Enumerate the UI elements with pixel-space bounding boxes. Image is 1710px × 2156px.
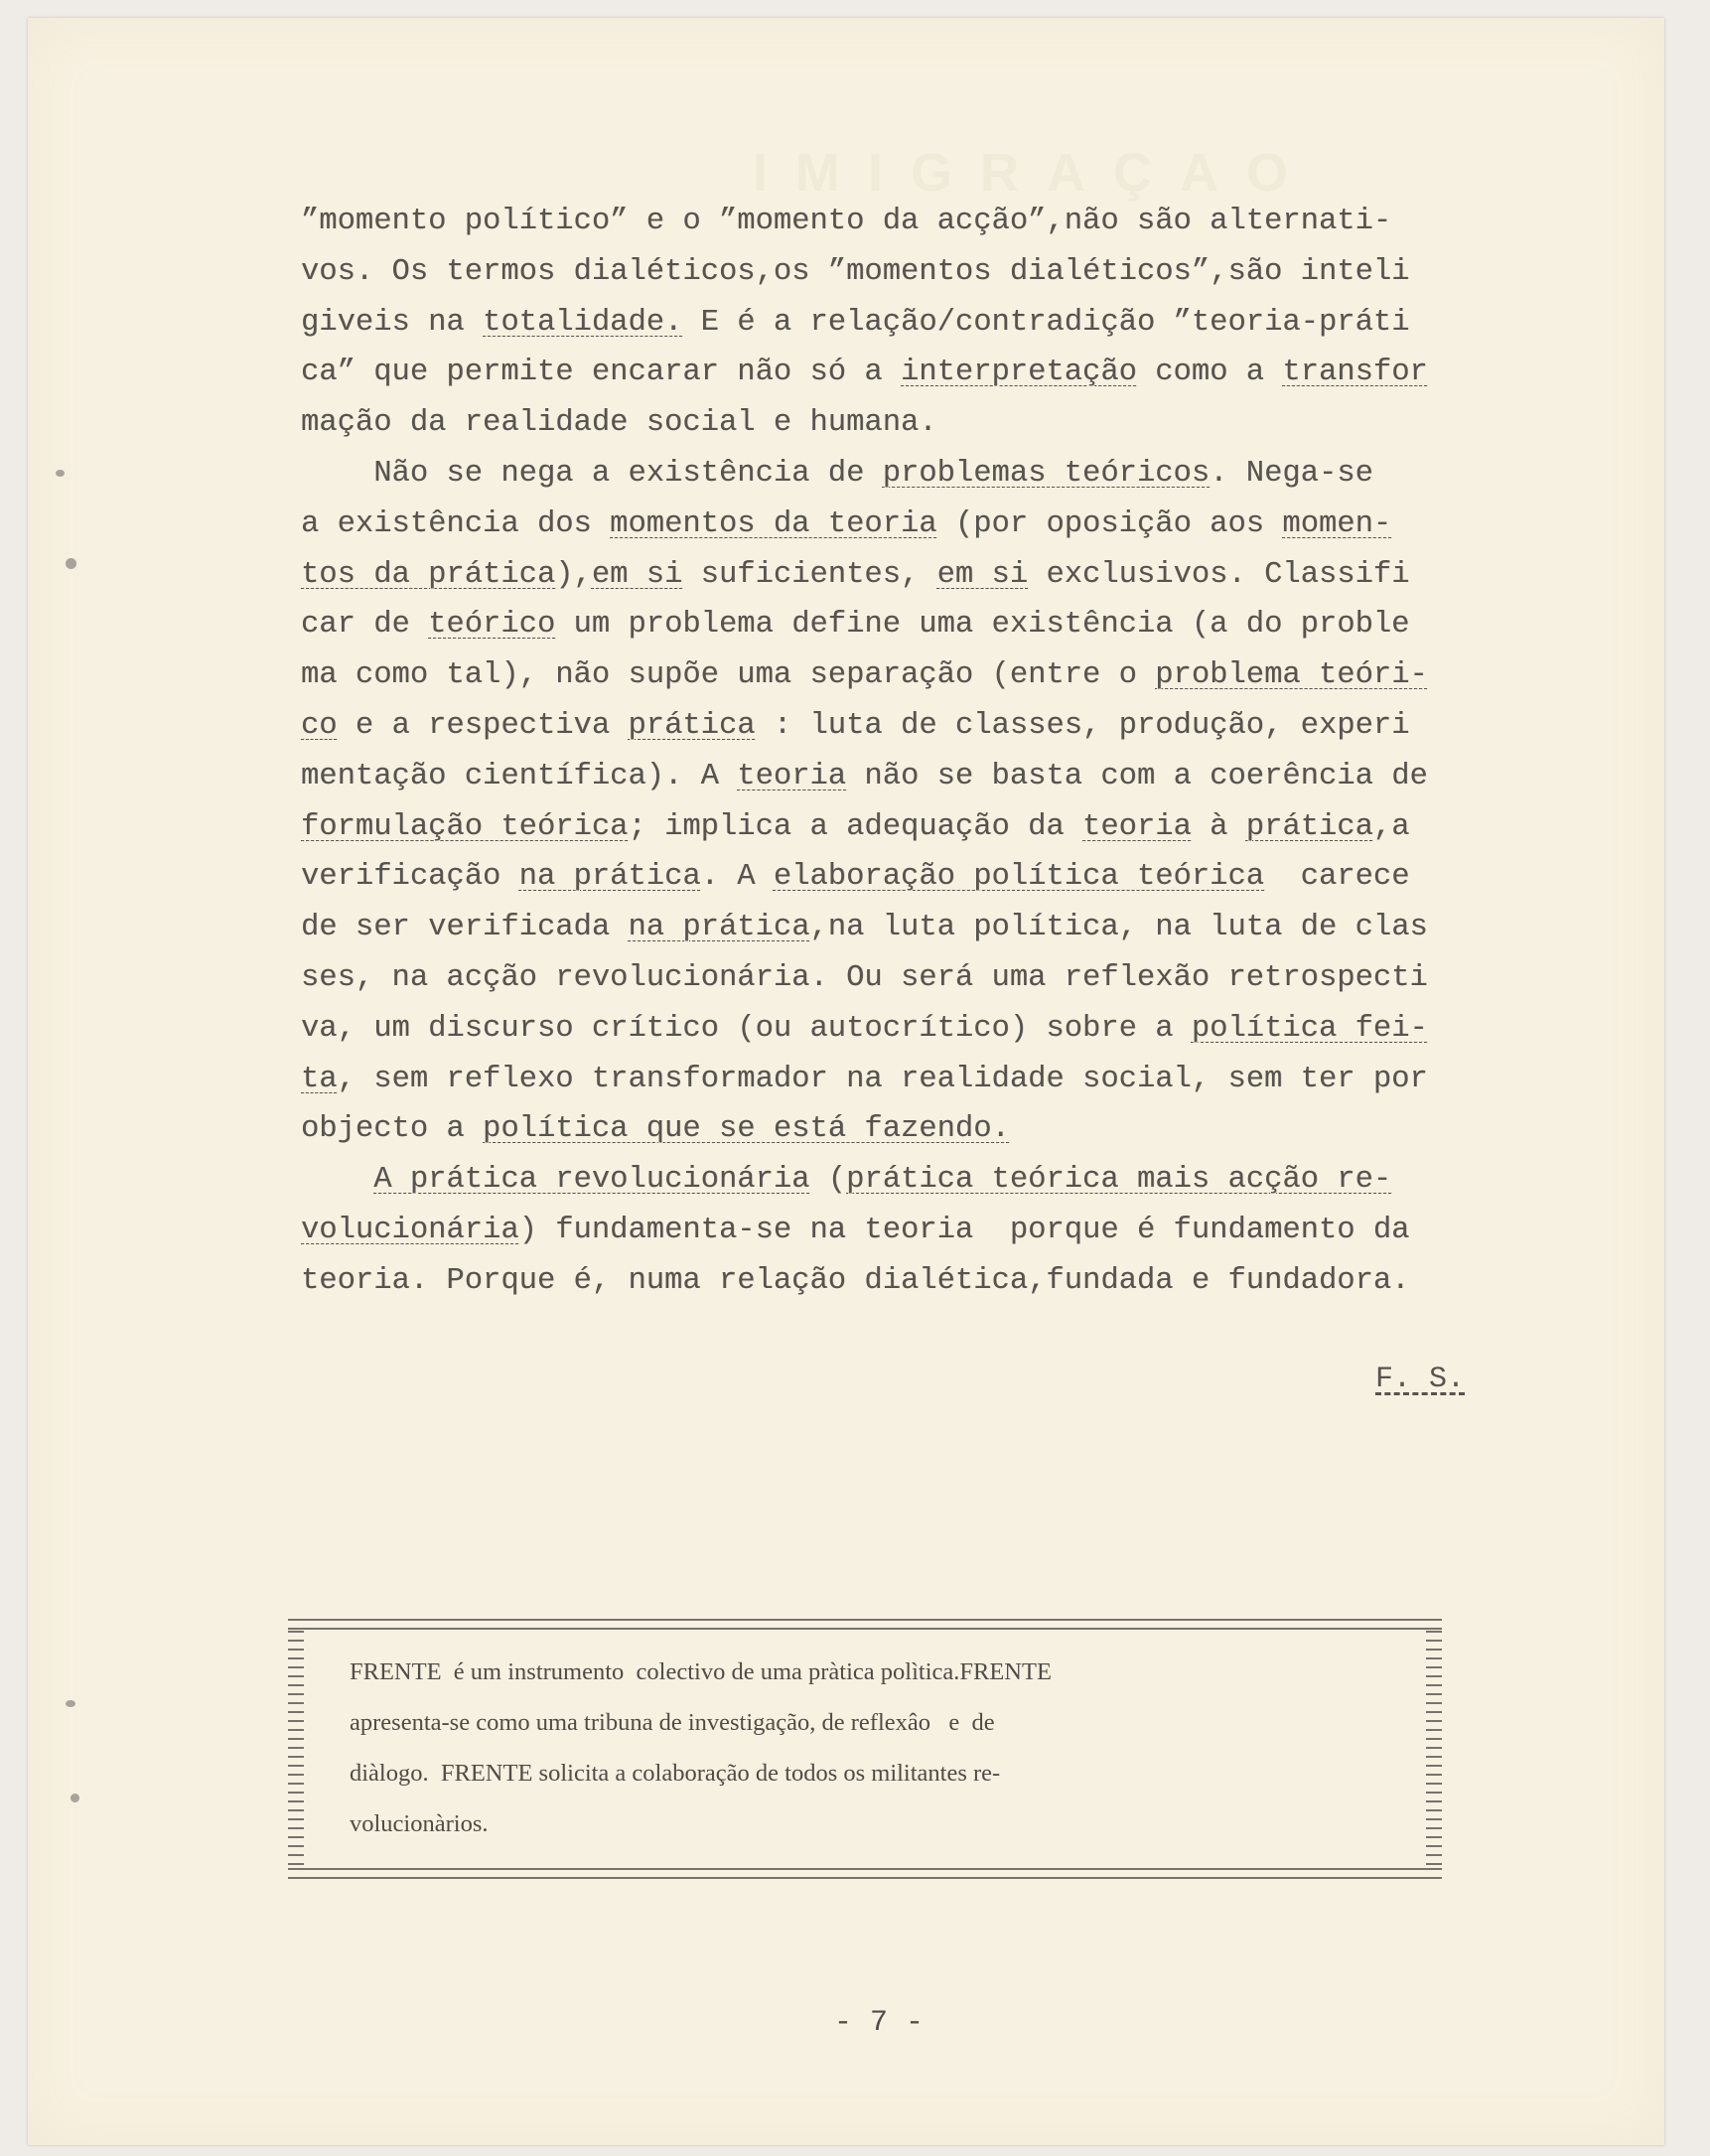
text-run: verificação: [301, 860, 519, 895]
body-text-line: [301, 348, 1577, 398]
body-text-line: [301, 247, 1577, 298]
text-run: ) fundamenta-se na teoria porque é fundamento da: [518, 1213, 1410, 1247]
text-run: de ser verificada: [301, 911, 629, 945]
body-text-line: [301, 802, 1577, 853]
text-run: ,a: [1372, 809, 1410, 844]
underlined-term: problema teóri-: [1155, 658, 1428, 693]
text-run: Não se nega a existência de: [301, 456, 883, 491]
text-run: ),: [555, 557, 592, 592]
body-text-line: [301, 1104, 1577, 1155]
body-text-line: [301, 500, 1577, 550]
underlined-term: teoria: [1082, 809, 1192, 844]
text-run: teoria. Porque é, numa relação dialética,fundada e fundadora.: [301, 1263, 1410, 1298]
body-text-line: [301, 752, 1577, 802]
underlined-term: em si: [591, 557, 683, 592]
frame-bottom-rule: [288, 1868, 1442, 1879]
text-run: (: [809, 1163, 847, 1198]
body-text-line: [301, 449, 1577, 500]
text-run: não se basta com a coerência de: [846, 759, 1428, 793]
text-run: giveis na: [301, 305, 484, 340]
underlined-term: interpretação: [901, 356, 1137, 390]
underlined-term: transfor: [1282, 356, 1428, 390]
text-run: [301, 1163, 373, 1197]
underlined-term: tos da prática: [301, 557, 556, 592]
text-run: : luta de classes, produção, experi: [755, 708, 1410, 743]
text-run: , sem reflexo transformador na realidade social, sem ter por: [337, 1062, 1428, 1096]
frame-text-line: volucionàrios.: [350, 1810, 489, 1837]
underlined-term: totalidade.: [483, 305, 683, 340]
body-text-line: [301, 600, 1577, 650]
underlined-term: ta: [301, 1062, 338, 1096]
signature: F. S.: [1375, 1363, 1466, 1396]
body-text-line: [301, 1155, 1577, 1206]
underlined-term: momen-: [1282, 506, 1392, 541]
body-text-line: [301, 1004, 1577, 1055]
frame-top-rule: [288, 1619, 1442, 1630]
text-run: ma como tal), não supõe uma separação (entre o: [301, 658, 1156, 693]
text-run: . A: [700, 860, 774, 895]
body-text-line: [301, 701, 1577, 752]
body-text-line: [301, 1256, 1577, 1307]
underlined-term: política que se está fazendo.: [483, 1112, 1010, 1147]
body-text-line: [301, 953, 1577, 1004]
body-text-line: [301, 903, 1577, 953]
underlined-term: problemas teóricos: [882, 456, 1211, 491]
underlined-term: co: [301, 708, 338, 743]
underlined-term: teórico: [428, 608, 556, 643]
body-text-line: [301, 1206, 1577, 1256]
body-text-line: [301, 650, 1577, 701]
underlined-term: na prática: [518, 860, 701, 895]
page-number: - 7 -: [834, 2006, 925, 2040]
text-run: e a respectiva: [337, 708, 629, 743]
underlined-term: prática: [1245, 809, 1373, 844]
frame-left-rule: [288, 1631, 304, 1867]
text-run: ”momento político” e o ”momento da acção”,não são alternati-: [301, 205, 1392, 238]
body-text-line: [301, 852, 1577, 903]
text-run: ; implica a adequação da: [628, 809, 1083, 844]
body-text-line: [301, 197, 1577, 247]
punch-mark: [56, 470, 65, 477]
text-run: objecto a: [301, 1112, 484, 1147]
text-run: suficientes,: [682, 557, 937, 592]
text-run: à: [1191, 809, 1246, 844]
underlined-term: na prática: [628, 911, 810, 945]
underlined-term: prática teórica mais acção re-: [846, 1163, 1392, 1198]
frame-text-line: FRENTE é um instrumento colectivo de uma pràtica polìtica.FRENTE: [350, 1658, 1052, 1685]
text-run: . Nega-se: [1210, 456, 1373, 491]
text-run: exclusivos. Classifi: [1028, 557, 1410, 592]
underlined-term: em si: [936, 557, 1029, 592]
text-run: ,na luta política, na luta de clas: [809, 911, 1428, 945]
text-run: car de: [301, 608, 429, 643]
underlined-term: elaboração política teórica: [773, 860, 1265, 895]
frente-info-frame: [288, 1619, 1442, 1879]
text-run: como a: [1136, 356, 1283, 390]
punch-mark: [66, 558, 76, 569]
frame-text-line: diàlogo. FRENTE solicita a colaboração de todos os militantes re-: [350, 1760, 1001, 1787]
text-run: a existência dos: [301, 506, 611, 541]
body-text-line: [301, 298, 1577, 349]
text-run: mentação científica). A: [301, 759, 738, 793]
underlined-term: política fei-: [1191, 1011, 1428, 1046]
body-text-line: [301, 1055, 1577, 1105]
frame-text-line: apresenta-se como uma tribuna de investigação, de reflexâo e de: [350, 1709, 995, 1736]
article-body-text: [301, 197, 1577, 1307]
text-run: E é a relação/contradição ”teoria-práti: [682, 305, 1410, 340]
punch-mark: [66, 1700, 75, 1707]
punch-mark: [71, 1794, 79, 1802]
underlined-term: volucionária: [301, 1213, 519, 1247]
bleed-through-artifact: IMIGRAÇAO: [753, 143, 1316, 203]
frame-text: [350, 1647, 1392, 1849]
underlined-term: A prática revolucionária: [373, 1163, 810, 1198]
underlined-term: momentos da teoria: [610, 506, 937, 541]
text-run: (por oposição aos: [936, 506, 1283, 541]
text-run: um problema define uma existência (a do proble: [555, 608, 1410, 643]
underlined-term: teoria: [737, 759, 847, 793]
text-run: mação da realidade social e humana.: [301, 406, 937, 441]
body-text-line: [301, 550, 1577, 601]
underlined-term: prática: [628, 708, 756, 743]
underlined-term: formulação teórica: [301, 809, 629, 844]
text-run: ca” que permite encarar não só a: [301, 356, 901, 390]
body-text-line: [301, 398, 1577, 449]
text-run: vos. Os termos dialéticos,os ”momentos dialéticos”,são inteli: [301, 254, 1410, 289]
frame-right-rule: [1426, 1631, 1442, 1867]
text-run: va, um discurso crítico (ou autocrítico) sobre a: [301, 1011, 1192, 1046]
text-run: carece: [1264, 860, 1410, 895]
text-run: ses, na acção revolucionária. Ou será uma reflexão retrospecti: [301, 960, 1428, 995]
